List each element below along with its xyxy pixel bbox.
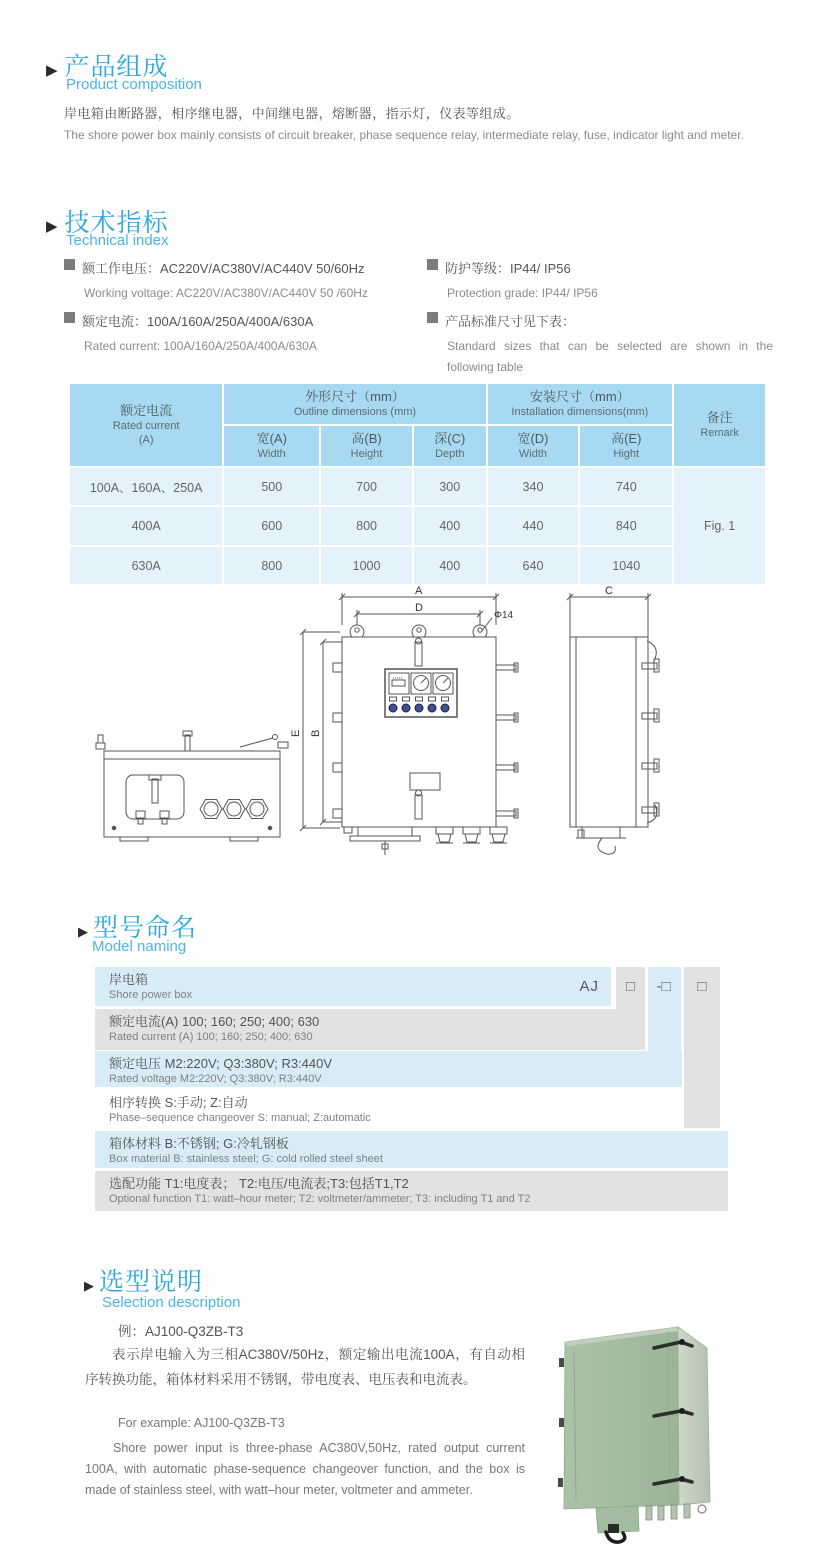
tech-item-voltage	[64, 259, 424, 277]
naming-title-zh: 型号命名	[93, 914, 198, 942]
model-prefix: AJ	[579, 978, 599, 995]
table-row: 400A 600 800 400 440 840	[70, 507, 765, 545]
th-width-d: 宽(D) Width	[488, 426, 579, 466]
code-box-3: □	[697, 978, 707, 995]
technical-drawing	[90, 585, 710, 885]
tech-item-sizes	[427, 312, 787, 330]
naming-row-voltage: 额定电压 M2:220V; Q3:380V; R3:440V Rated voltage M2:220V; Q3:380V; R3:440V	[95, 1051, 682, 1087]
square-bullet-icon	[427, 312, 438, 323]
section-arrow-icon: ▶	[46, 218, 58, 235]
selection-title-en: Selection description	[102, 1294, 241, 1311]
th-width-a: 宽(A) Width	[224, 426, 319, 466]
th-outline-zh: 外形尺寸（mm）	[305, 389, 405, 404]
table-row: 100A、160A、250A 500 700 300 340 740 Fig. 1	[70, 468, 765, 505]
section-arrow-icon: ▶	[46, 62, 58, 79]
th-depth-c: 深(C) Depth	[414, 426, 486, 466]
th-remark	[674, 384, 765, 466]
shore-power-box-photo	[558, 1327, 710, 1542]
cable-glands	[646, 1504, 690, 1520]
dim-label-e: E	[290, 729, 302, 737]
tech-item-sizes-en: Standard sizes that can be selected are shown in the following table	[447, 339, 773, 374]
tech-item-current	[64, 312, 424, 330]
selection-example-en: For example: AJ100-Q3ZB-T3	[118, 1416, 285, 1430]
composition-title-en: Product composition	[66, 76, 202, 93]
dim-label-phi14: Φ14	[494, 610, 514, 621]
th-height-e: 高(E) Hight	[580, 426, 672, 466]
dim-label-a: A	[415, 585, 423, 597]
hinge	[559, 1358, 564, 1367]
cell-fig-remark: Fig. 1	[674, 468, 765, 584]
naming-title-en: Model naming	[92, 938, 187, 955]
tech-item-sizes-zh: 产品标准尺寸见下表：	[445, 314, 576, 329]
code-box-1: □	[625, 978, 636, 995]
selection-title-zh: 选型说明	[99, 1268, 204, 1296]
square-bullet-icon	[64, 259, 75, 270]
naming-row-product: 岸电箱 Shore power box AJ	[95, 967, 611, 1006]
front-view	[300, 593, 518, 855]
side-view	[567, 593, 659, 854]
technical-title-zh: 技术指标	[64, 209, 169, 237]
th-install-zh: 安装尺寸（mm）	[530, 389, 630, 404]
composition-title-zh: 产品组成	[64, 53, 169, 81]
square-bullet-icon	[64, 312, 75, 323]
naming-row-phase: 相序转换 S:手动; Z:自动 Phase–sequence changeover S: manual; Z:automatic	[109, 1095, 371, 1124]
section-arrow-icon: ▶	[84, 1278, 94, 1293]
naming-row-optional: 选配功能 T1:电度表； T2:电压/电流表;T3:包括T1,T2 Optional function T1: watt–hour meter; T2: voltmeter/ammeter; T3: including T1 and T2	[95, 1171, 728, 1211]
tech-item-voltage-en: Working voltage: AC220V/AC380V/AC440V 50 /60Hz	[84, 286, 368, 300]
selection-example-zh: 例：AJ100-Q3ZB-T3	[118, 1324, 244, 1339]
square-bullet-icon	[427, 259, 438, 270]
th-install-en: Installation dimensions(mm)	[511, 406, 649, 418]
hinge	[559, 1418, 564, 1427]
section-selection-heading	[84, 1262, 203, 1298]
th-install-group	[488, 384, 673, 424]
cell-current-1: 400A	[70, 507, 222, 545]
naming-row-current: 额定电流(A) 100; 160; 250; 400; 630 Rated current (A) 100; 160; 250; 400; 630	[95, 1009, 644, 1050]
code-box-2: -□	[656, 978, 671, 995]
cell-current-2: 630A	[70, 547, 222, 584]
naming-row-material: 箱体材料 B:不锈钢; G:冷轧钢板 Box material B: stainless steel; G: cold rolled steel sheet	[95, 1131, 728, 1168]
tech-item-protection	[427, 259, 787, 277]
dim-label-c: C	[605, 585, 613, 597]
th-outline-en: Outline dimensions (mm)	[293, 406, 417, 418]
composition-body-en: The shore power box mainly consists of circuit breaker, phase sequence relay, intermediate relay, fuse, indicator light and meter.	[64, 128, 744, 142]
section-arrow-icon: ▶	[78, 924, 88, 939]
hinge	[558, 1478, 563, 1487]
th-remark-en: Remark	[700, 427, 739, 439]
dim-label-d: D	[415, 602, 423, 614]
composition-body-zh: 岸电箱由断路器，相序继电器，中间继电器，熔断器，指示灯，仪表等组成。	[64, 106, 520, 121]
tech-item-current-en: Rated current: 100A/160A/250A/400A/630A	[84, 339, 317, 353]
product-photo	[540, 1290, 830, 1568]
dim-label-b: B	[310, 729, 322, 737]
th-remark-zh: 备注	[706, 410, 733, 425]
th-rated-current-zh: 额定电流	[120, 403, 173, 418]
bottom-view	[96, 731, 288, 841]
tech-item-protection-en: Protection grade: IP44/ IP56	[447, 286, 598, 300]
technical-title-en: Technical index	[66, 232, 169, 249]
th-rated-current	[70, 384, 222, 466]
th-rated-current-unit: (A)	[138, 434, 154, 446]
th-outline-group	[224, 384, 485, 424]
size-table	[68, 382, 767, 586]
selection-para-en: Shore power input is three-phase AC380V,50Hz, rated output current 100A, with automatic phase-sequence changeover function, and the box is made of stainless steel, with watt–hour meter, voltmeter and ammeter.	[85, 1441, 525, 1497]
tech-item-voltage-zh: 额工作电压：AC220V/AC380V/AC440V 50/60Hz	[82, 261, 365, 276]
table-row: 630A 800 1000 400 640 1040	[70, 547, 765, 584]
th-rated-current-en: Rated current	[112, 420, 180, 432]
selection-para-zh: 表示岸电输入为三相AC380V/50Hz，额定输出电流100A，有自动相序转换功能，箱体材料采用不锈钢，带电度表、电压表和电流表。	[85, 1347, 525, 1387]
th-height-b: 高(B) Height	[321, 426, 412, 466]
tech-item-protection-zh: 防护等级：IP44/ IP56	[445, 261, 571, 276]
cell-current-0: 100A、160A、250A	[70, 468, 222, 505]
tech-item-current-zh: 额定电流：100A/160A/250A/400A/630A	[82, 314, 314, 329]
